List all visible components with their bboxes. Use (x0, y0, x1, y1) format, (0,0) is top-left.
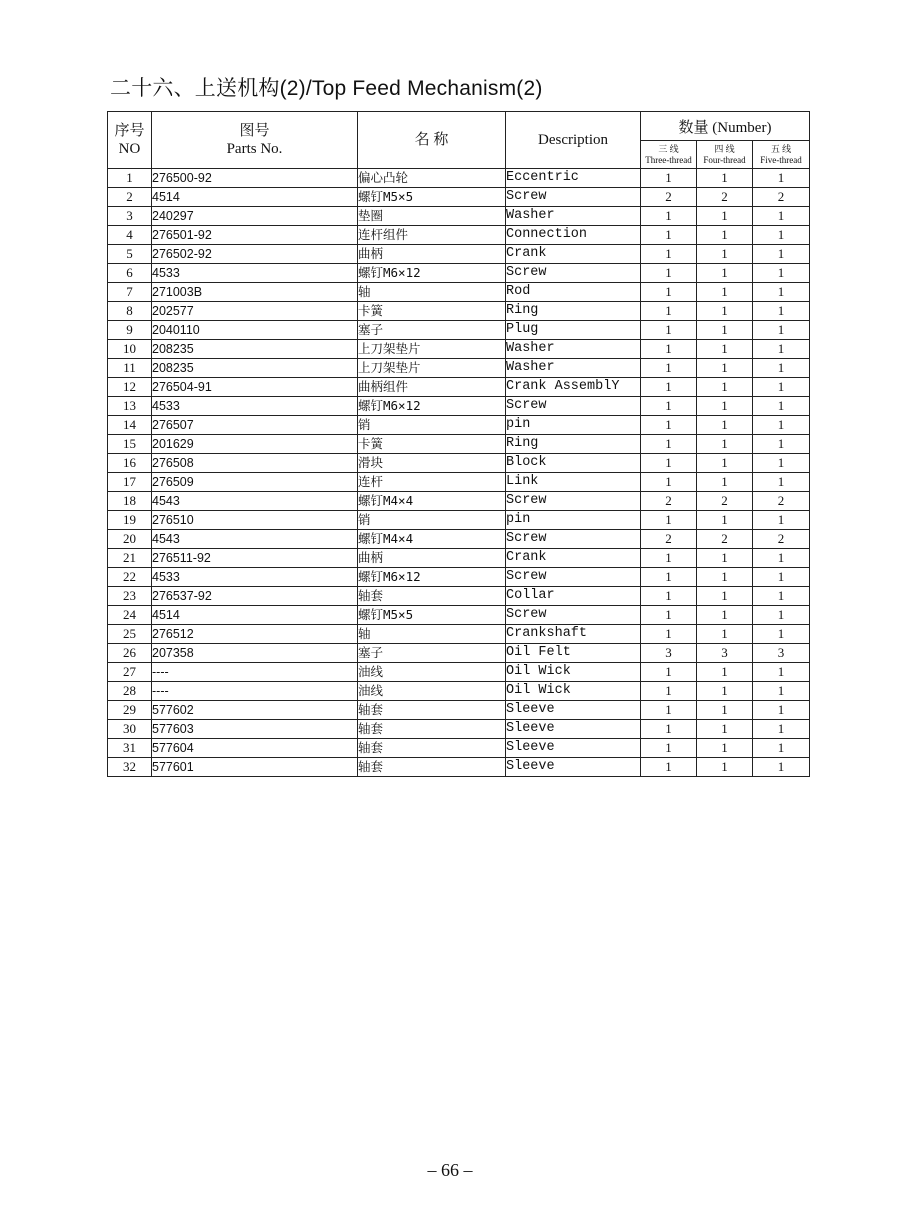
qty-five-thread: 1 (753, 416, 810, 435)
qty-five-thread: 1 (753, 701, 810, 720)
part-number: 577601 (152, 758, 358, 777)
qty-four-thread: 1 (697, 720, 753, 739)
row-number: 31 (108, 739, 152, 758)
qty-five-thread: 1 (753, 169, 810, 188)
header-four-en: Four-thread (703, 154, 746, 165)
qty-three-thread: 1 (641, 302, 697, 321)
row-number: 30 (108, 720, 152, 739)
page-number: – 66 – (427, 1160, 473, 1180)
part-number: 208235 (152, 359, 358, 378)
row-number: 10 (108, 340, 152, 359)
part-name-cn: 销 (358, 511, 506, 530)
part-number: 202577 (152, 302, 358, 321)
qty-five-thread: 1 (753, 207, 810, 226)
qty-three-thread: 1 (641, 264, 697, 283)
qty-three-thread: 1 (641, 283, 697, 302)
part-description: Screw (506, 568, 641, 587)
qty-three-thread: 1 (641, 226, 697, 245)
qty-three-thread: 1 (641, 245, 697, 264)
part-number: 276507 (152, 416, 358, 435)
row-number: 9 (108, 321, 152, 340)
row-number: 27 (108, 663, 152, 682)
part-description: Crank (506, 245, 641, 264)
part-description: Oil Wick (506, 663, 641, 682)
qty-three-thread: 1 (641, 720, 697, 739)
part-number: 577602 (152, 701, 358, 720)
row-number: 29 (108, 701, 152, 720)
table-row (108, 606, 810, 625)
part-number: 577603 (152, 720, 358, 739)
qty-four-thread: 1 (697, 663, 753, 682)
header-three-thread (641, 141, 697, 169)
table-row (108, 625, 810, 644)
qty-five-thread: 1 (753, 454, 810, 473)
header-three-cn: 三 线 (658, 143, 679, 154)
row-number: 23 (108, 587, 152, 606)
table-row (108, 682, 810, 701)
qty-three-thread: 2 (641, 188, 697, 207)
part-description: Block (506, 454, 641, 473)
row-number: 16 (108, 454, 152, 473)
table-row (108, 416, 810, 435)
qty-four-thread: 1 (697, 758, 753, 777)
table-row (108, 169, 810, 188)
header-no-cn: 序号 (114, 123, 145, 139)
qty-three-thread: 1 (641, 340, 697, 359)
part-name-cn: 螺钉M4×4 (358, 492, 506, 511)
part-name-cn: 卡簧 (358, 302, 506, 321)
header-name (358, 112, 506, 169)
part-number: 4543 (152, 530, 358, 549)
qty-four-thread: 2 (697, 492, 753, 511)
part-name-cn: 轴 (358, 283, 506, 302)
qty-three-thread: 1 (641, 549, 697, 568)
part-description: Screw (506, 530, 641, 549)
row-number: 19 (108, 511, 152, 530)
qty-five-thread: 1 (753, 435, 810, 454)
row-number: 1 (108, 169, 152, 188)
part-number: 276511-92 (152, 549, 358, 568)
part-name-cn: 滑块 (358, 454, 506, 473)
qty-four-thread: 1 (697, 625, 753, 644)
qty-four-thread: 2 (697, 530, 753, 549)
part-name-cn: 上刀架垫片 (358, 340, 506, 359)
qty-three-thread: 1 (641, 454, 697, 473)
part-name-cn: 螺钉M5×5 (358, 606, 506, 625)
table-row (108, 701, 810, 720)
table-row (108, 663, 810, 682)
qty-three-thread: 1 (641, 473, 697, 492)
qty-three-thread: 1 (641, 568, 697, 587)
qty-four-thread: 1 (697, 245, 753, 264)
qty-five-thread: 1 (753, 226, 810, 245)
table-body (108, 169, 810, 777)
qty-three-thread: 1 (641, 435, 697, 454)
qty-five-thread: 1 (753, 625, 810, 644)
qty-five-thread: 1 (753, 663, 810, 682)
part-number: 276537-92 (152, 587, 358, 606)
part-description: Ring (506, 302, 641, 321)
table-row (108, 264, 810, 283)
part-name-cn: 垫圈 (358, 207, 506, 226)
part-name-cn: 轴套 (358, 701, 506, 720)
table-row (108, 302, 810, 321)
part-description: Oil Wick (506, 682, 641, 701)
part-number: 201629 (152, 435, 358, 454)
qty-three-thread: 1 (641, 416, 697, 435)
qty-four-thread: 1 (697, 701, 753, 720)
part-name-cn: 油线 (358, 682, 506, 701)
part-number: 240297 (152, 207, 358, 226)
row-number: 20 (108, 530, 152, 549)
part-description: Screw (506, 264, 641, 283)
table-row (108, 245, 810, 264)
part-number: 208235 (152, 340, 358, 359)
part-description: Crankshaft (506, 625, 641, 644)
table-row (108, 492, 810, 511)
row-number: 2 (108, 188, 152, 207)
qty-four-thread: 2 (697, 188, 753, 207)
qty-four-thread: 1 (697, 435, 753, 454)
qty-four-thread: 1 (697, 587, 753, 606)
row-number: 21 (108, 549, 152, 568)
part-name-cn: 油线 (358, 663, 506, 682)
header-description (506, 112, 641, 169)
row-number: 32 (108, 758, 152, 777)
header-description-label: Description (538, 132, 608, 148)
header-no (108, 112, 152, 169)
part-number: 271003B (152, 283, 358, 302)
table-row (108, 435, 810, 454)
header-no-en: NO (118, 141, 141, 157)
part-description: Collar (506, 587, 641, 606)
row-number: 6 (108, 264, 152, 283)
qty-four-thread: 1 (697, 207, 753, 226)
part-name-cn: 轴套 (358, 587, 506, 606)
part-name-cn: 销 (358, 416, 506, 435)
row-number: 26 (108, 644, 152, 663)
qty-three-thread: 1 (641, 682, 697, 701)
row-number: 8 (108, 302, 152, 321)
qty-three-thread: 1 (641, 397, 697, 416)
table-row (108, 226, 810, 245)
part-description: Crank AssemblY (506, 378, 641, 397)
part-number: 276504-91 (152, 378, 358, 397)
qty-five-thread: 1 (753, 302, 810, 321)
qty-five-thread: 1 (753, 378, 810, 397)
header-four-cn: 四 线 (714, 143, 735, 154)
qty-three-thread: 1 (641, 359, 697, 378)
qty-three-thread: 1 (641, 739, 697, 758)
qty-five-thread: 1 (753, 720, 810, 739)
table-row (108, 321, 810, 340)
part-description: Sleeve (506, 720, 641, 739)
part-description: Plug (506, 321, 641, 340)
table-row (108, 549, 810, 568)
table-row (108, 530, 810, 549)
part-number: 276509 (152, 473, 358, 492)
part-name-cn: 轴套 (358, 739, 506, 758)
part-number: 2040110 (152, 321, 358, 340)
part-description: Screw (506, 492, 641, 511)
qty-three-thread: 1 (641, 207, 697, 226)
header-four-thread (697, 141, 753, 169)
table-row (108, 644, 810, 663)
part-description: Link (506, 473, 641, 492)
part-name-cn: 连杆 (358, 473, 506, 492)
header-five-en: Five-thread (760, 154, 802, 165)
row-number: 11 (108, 359, 152, 378)
page-title: 二十六、上送机构(2)/Top Feed Mechanism(2) (110, 77, 543, 100)
qty-three-thread: 1 (641, 321, 697, 340)
qty-five-thread: 2 (753, 188, 810, 207)
part-description: Washer (506, 207, 641, 226)
part-description: Eccentric (506, 169, 641, 188)
part-name-cn: 曲柄组件 (358, 378, 506, 397)
qty-four-thread: 1 (697, 359, 753, 378)
qty-five-thread: 1 (753, 587, 810, 606)
row-number: 12 (108, 378, 152, 397)
part-number: 577604 (152, 739, 358, 758)
row-number: 7 (108, 283, 152, 302)
qty-four-thread: 1 (697, 226, 753, 245)
table-row (108, 473, 810, 492)
qty-four-thread: 1 (697, 264, 753, 283)
part-number: 276510 (152, 511, 358, 530)
part-name-cn: 塞子 (358, 644, 506, 663)
qty-five-thread: 1 (753, 511, 810, 530)
part-number: 276512 (152, 625, 358, 644)
table-row (108, 359, 810, 378)
row-number: 14 (108, 416, 152, 435)
part-description: Screw (506, 188, 641, 207)
qty-five-thread: 3 (753, 644, 810, 663)
part-name-cn: 轴套 (358, 720, 506, 739)
row-number: 5 (108, 245, 152, 264)
part-number: 4533 (152, 264, 358, 283)
part-number: 4543 (152, 492, 358, 511)
qty-four-thread: 1 (697, 682, 753, 701)
qty-four-thread: 1 (697, 169, 753, 188)
qty-four-thread: 1 (697, 549, 753, 568)
part-number: ---- (152, 663, 358, 682)
qty-five-thread: 1 (753, 245, 810, 264)
part-number: 207358 (152, 644, 358, 663)
part-description: Sleeve (506, 701, 641, 720)
part-name-cn: 螺钉M4×4 (358, 530, 506, 549)
qty-three-thread: 1 (641, 701, 697, 720)
part-number: 276502-92 (152, 245, 358, 264)
table-row (108, 587, 810, 606)
header-parts-cn: 图号 (239, 123, 270, 139)
table-row (108, 568, 810, 587)
qty-four-thread: 3 (697, 644, 753, 663)
qty-three-thread: 1 (641, 511, 697, 530)
qty-four-thread: 1 (697, 454, 753, 473)
part-name-cn: 螺钉M6×12 (358, 397, 506, 416)
part-name-cn: 轴 (358, 625, 506, 644)
qty-four-thread: 1 (697, 321, 753, 340)
part-number: 4514 (152, 188, 358, 207)
header-three-en: Three-thread (645, 154, 692, 165)
part-description: pin (506, 511, 641, 530)
qty-four-thread: 1 (697, 739, 753, 758)
part-description: pin (506, 416, 641, 435)
row-number: 24 (108, 606, 152, 625)
qty-five-thread: 1 (753, 359, 810, 378)
table-header (108, 112, 810, 169)
part-number: ---- (152, 682, 358, 701)
qty-five-thread: 1 (753, 606, 810, 625)
part-number: 276500-92 (152, 169, 358, 188)
part-description: Rod (506, 283, 641, 302)
header-name-cn: 名 称 (414, 132, 449, 148)
row-number: 18 (108, 492, 152, 511)
row-number: 25 (108, 625, 152, 644)
qty-five-thread: 1 (753, 758, 810, 777)
qty-three-thread: 1 (641, 663, 697, 682)
row-number: 17 (108, 473, 152, 492)
header-parts-en: Parts No. (226, 141, 283, 157)
qty-three-thread: 2 (641, 492, 697, 511)
row-number: 15 (108, 435, 152, 454)
part-description: Sleeve (506, 758, 641, 777)
qty-five-thread: 1 (753, 283, 810, 302)
part-name-cn: 偏心凸轮 (358, 169, 506, 188)
qty-four-thread: 1 (697, 397, 753, 416)
table-row (108, 188, 810, 207)
part-number: 276508 (152, 454, 358, 473)
qty-three-thread: 1 (641, 758, 697, 777)
part-name-cn: 上刀架垫片 (358, 359, 506, 378)
part-name-cn: 连杆组件 (358, 226, 506, 245)
qty-five-thread: 1 (753, 549, 810, 568)
qty-four-thread: 1 (697, 340, 753, 359)
qty-four-thread: 1 (697, 473, 753, 492)
qty-five-thread: 1 (753, 473, 810, 492)
table-row (108, 378, 810, 397)
qty-three-thread: 1 (641, 169, 697, 188)
table-row (108, 397, 810, 416)
part-number: 4533 (152, 568, 358, 587)
part-description: Crank (506, 549, 641, 568)
part-name-cn: 塞子 (358, 321, 506, 340)
table-row (108, 340, 810, 359)
part-number: 4514 (152, 606, 358, 625)
part-name-cn: 曲柄 (358, 245, 506, 264)
qty-three-thread: 2 (641, 530, 697, 549)
qty-five-thread: 1 (753, 739, 810, 758)
row-number: 4 (108, 226, 152, 245)
qty-five-thread: 1 (753, 321, 810, 340)
header-parts (152, 112, 358, 169)
part-name-cn: 轴套 (358, 758, 506, 777)
qty-four-thread: 1 (697, 378, 753, 397)
qty-four-thread: 1 (697, 568, 753, 587)
qty-four-thread: 1 (697, 302, 753, 321)
part-description: Washer (506, 340, 641, 359)
part-description: Screw (506, 606, 641, 625)
part-description: Washer (506, 359, 641, 378)
row-number: 13 (108, 397, 152, 416)
row-number: 3 (108, 207, 152, 226)
row-number: 22 (108, 568, 152, 587)
qty-three-thread: 1 (641, 625, 697, 644)
table-row (108, 720, 810, 739)
row-number: 28 (108, 682, 152, 701)
header-qty-group: 数量 (Number) (641, 112, 810, 141)
qty-five-thread: 1 (753, 682, 810, 701)
qty-five-thread: 1 (753, 568, 810, 587)
qty-five-thread: 1 (753, 397, 810, 416)
qty-three-thread: 1 (641, 378, 697, 397)
qty-four-thread: 1 (697, 606, 753, 625)
table-row (108, 207, 810, 226)
part-description: Sleeve (506, 739, 641, 758)
header-five-thread (753, 141, 810, 169)
qty-three-thread: 1 (641, 587, 697, 606)
part-description: Ring (506, 435, 641, 454)
qty-five-thread: 2 (753, 492, 810, 511)
part-name-cn: 螺钉M6×12 (358, 568, 506, 587)
table-row (108, 511, 810, 530)
qty-four-thread: 1 (697, 511, 753, 530)
part-description: Connection (506, 226, 641, 245)
qty-four-thread: 1 (697, 416, 753, 435)
header-five-cn: 五 线 (770, 143, 792, 154)
part-name-cn: 螺钉M6×12 (358, 264, 506, 283)
part-number: 276501-92 (152, 226, 358, 245)
parts-table (107, 111, 810, 777)
part-description: Screw (506, 397, 641, 416)
table-row (108, 758, 810, 777)
table-row (108, 283, 810, 302)
qty-four-thread: 1 (697, 283, 753, 302)
qty-three-thread: 1 (641, 606, 697, 625)
part-name-cn: 螺钉M5×5 (358, 188, 506, 207)
part-description: Oil Felt (506, 644, 641, 663)
part-number: 4533 (152, 397, 358, 416)
table-row (108, 454, 810, 473)
qty-five-thread: 2 (753, 530, 810, 549)
qty-five-thread: 1 (753, 264, 810, 283)
part-name-cn: 曲柄 (358, 549, 506, 568)
part-name-cn: 卡簧 (358, 435, 506, 454)
table-row (108, 739, 810, 758)
qty-five-thread: 1 (753, 340, 810, 359)
qty-three-thread: 3 (641, 644, 697, 663)
